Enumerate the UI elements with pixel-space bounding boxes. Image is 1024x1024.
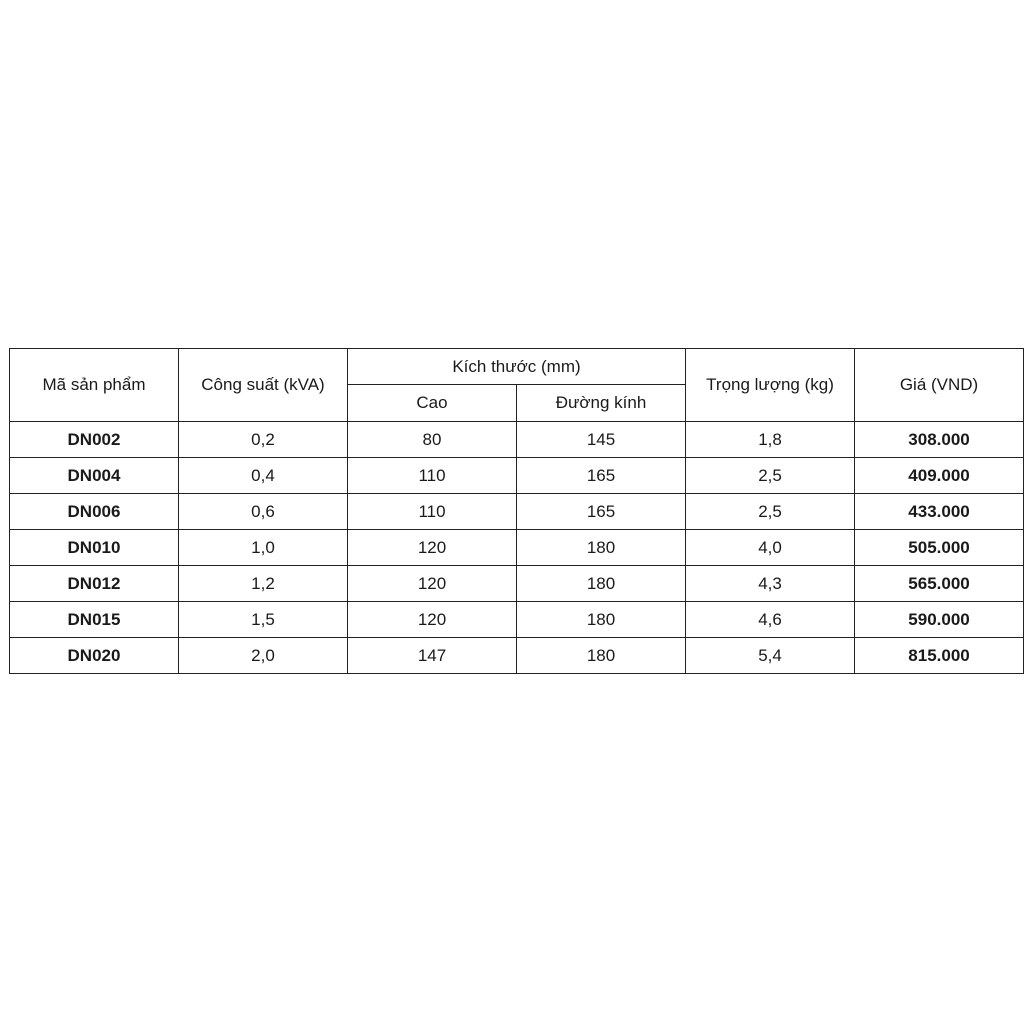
cell-product-code: DN004 <box>10 458 179 494</box>
table-row <box>10 530 1024 566</box>
cell-diameter: 165 <box>517 458 686 494</box>
cell-diameter: 180 <box>517 638 686 674</box>
header-height: Cao <box>348 385 517 422</box>
table-row <box>10 494 1024 530</box>
cell-height: 110 <box>348 494 517 530</box>
cell-height: 120 <box>348 566 517 602</box>
table-header-row <box>10 349 1024 385</box>
table-row <box>10 422 1024 458</box>
cell-weight: 4,0 <box>686 530 855 566</box>
cell-power: 1,5 <box>179 602 348 638</box>
cell-weight: 4,6 <box>686 602 855 638</box>
cell-power: 0,4 <box>179 458 348 494</box>
product-price-table <box>9 348 1024 674</box>
cell-power: 2,0 <box>179 638 348 674</box>
cell-weight: 2,5 <box>686 458 855 494</box>
table-row <box>10 458 1024 494</box>
cell-price: 409.000 <box>855 458 1024 494</box>
cell-weight: 4,3 <box>686 566 855 602</box>
table-row <box>10 566 1024 602</box>
cell-weight: 5,4 <box>686 638 855 674</box>
cell-weight: 2,5 <box>686 494 855 530</box>
cell-price: 433.000 <box>855 494 1024 530</box>
header-product-code: Mã sản phẩm <box>10 349 179 422</box>
cell-price: 590.000 <box>855 602 1024 638</box>
cell-power: 0,6 <box>179 494 348 530</box>
cell-weight: 1,8 <box>686 422 855 458</box>
cell-power: 1,2 <box>179 566 348 602</box>
cell-product-code: DN015 <box>10 602 179 638</box>
cell-price: 505.000 <box>855 530 1024 566</box>
cell-height: 147 <box>348 638 517 674</box>
cell-product-code: DN006 <box>10 494 179 530</box>
header-price: Giá (VND) <box>855 349 1024 422</box>
cell-price: 308.000 <box>855 422 1024 458</box>
cell-price: 815.000 <box>855 638 1024 674</box>
cell-diameter: 180 <box>517 530 686 566</box>
cell-height: 110 <box>348 458 517 494</box>
cell-product-code: DN020 <box>10 638 179 674</box>
cell-diameter: 165 <box>517 494 686 530</box>
cell-product-code: DN002 <box>10 422 179 458</box>
table-body <box>10 422 1024 674</box>
cell-height: 80 <box>348 422 517 458</box>
cell-diameter: 180 <box>517 602 686 638</box>
cell-product-code: DN010 <box>10 530 179 566</box>
cell-product-code: DN012 <box>10 566 179 602</box>
cell-height: 120 <box>348 602 517 638</box>
header-weight: Trọng lượng (kg) <box>686 349 855 422</box>
table-row <box>10 602 1024 638</box>
header-diameter: Đường kính <box>517 385 686 422</box>
table-row <box>10 638 1024 674</box>
cell-power: 1,0 <box>179 530 348 566</box>
header-dimensions: Kích thước (mm) <box>348 349 686 385</box>
header-power: Công suất (kVA) <box>179 349 348 422</box>
cell-power: 0,2 <box>179 422 348 458</box>
product-price-table-container <box>9 348 1023 674</box>
cell-height: 120 <box>348 530 517 566</box>
cell-price: 565.000 <box>855 566 1024 602</box>
cell-diameter: 180 <box>517 566 686 602</box>
cell-diameter: 145 <box>517 422 686 458</box>
